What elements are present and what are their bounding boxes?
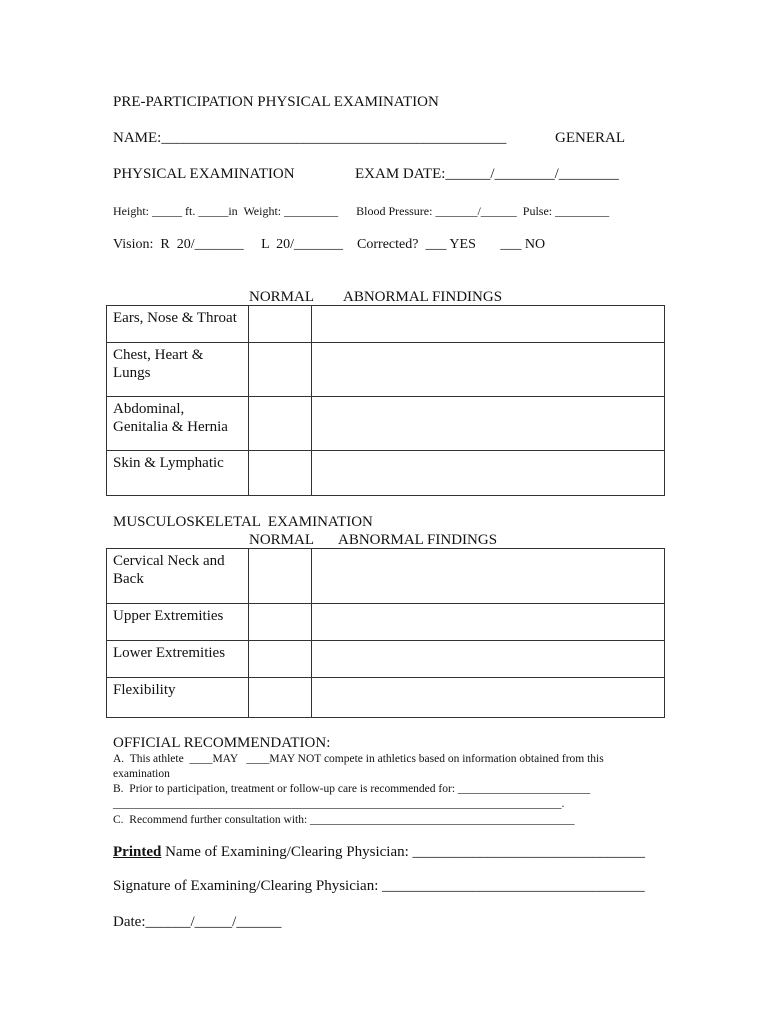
recommendation-a-line[interactable]: A. This athlete ____MAY ____MAY NOT compete in athletics based on information obtained from this — [113, 753, 604, 765]
recommendation-title: OFFICIAL RECOMMENDATION: — [113, 735, 331, 751]
row-label-ears-nose-throat: Ears, Nose & Throat — [107, 306, 249, 343]
vitals-line[interactable]: Height: _____ ft. _____in Weight: _________ Blood Pressure: _______/______ Pulse: _________ — [113, 204, 610, 218]
musculoskeletal-title: MUSCULOSKELETAL EXAMINATION — [113, 514, 373, 530]
row-label-chest-heart-lungs: Chest, Heart & Lungs — [107, 343, 249, 397]
abnormal-findings-cell[interactable] — [312, 678, 665, 718]
abnormal-findings-cell[interactable] — [312, 451, 665, 496]
msk-abnormal-header: ABNORMAL FINDINGS — [338, 532, 498, 548]
general-label: GENERAL — [555, 130, 625, 146]
row-label-cervical-neck-back: Cervical Neck and Back — [107, 549, 249, 604]
abnormal-findings-cell[interactable] — [312, 343, 665, 397]
general-exam-table — [106, 305, 665, 496]
row-label-lower-extremities: Lower Extremities — [107, 641, 249, 678]
abnormal-findings-cell[interactable] — [312, 549, 665, 604]
table-row — [107, 451, 665, 496]
normal-cell[interactable] — [249, 549, 312, 604]
recommendation-c-line[interactable]: C. Recommend further consultation with: ______________________________________________ — [113, 814, 575, 826]
form-title: PRE-PARTICIPATION PHYSICAL EXAMINATION — [113, 94, 439, 110]
normal-cell[interactable] — [249, 306, 312, 343]
recommendation-b-line[interactable]: B. Prior to participation, treatment or follow-up care is recommended for: _______________________ — [113, 783, 591, 795]
signature-field[interactable]: Signature of Examining/Clearing Physician: ___________________________________ — [113, 878, 645, 894]
abnormal-findings-cell[interactable] — [312, 641, 665, 678]
printed-label: Printed — [113, 844, 162, 860]
normal-cell[interactable] — [249, 343, 312, 397]
musculoskeletal-table — [106, 548, 665, 718]
normal-cell[interactable] — [249, 451, 312, 496]
abnormal-findings-cell[interactable] — [312, 604, 665, 641]
normal-cell[interactable] — [249, 678, 312, 718]
table-row — [107, 604, 665, 641]
table-row — [107, 343, 665, 397]
row-label-abdominal: Abdominal, Genitalia & Hernia — [107, 397, 249, 451]
normal-cell[interactable] — [249, 604, 312, 641]
table-row — [107, 397, 665, 451]
exam-date-field[interactable]: EXAM DATE:______/________/________ — [355, 166, 619, 182]
printed-name-text: Name of Examining/Clearing Physician: _______________________________ — [161, 844, 646, 860]
recommendation-a-line-2: examination — [113, 768, 170, 780]
table-row — [107, 678, 665, 718]
recommendation-b-line-2[interactable]: ______________________________________________________________________________. — [113, 798, 565, 810]
physical-exam-label: PHYSICAL EXAMINATION — [113, 166, 295, 182]
vision-line[interactable]: Vision: R 20/_______ L 20/_______ Corrected? ___ YES ___ NO — [113, 237, 546, 252]
table-row — [107, 549, 665, 604]
name-field[interactable]: NAME:______________________________________________ — [113, 130, 507, 146]
date-field[interactable]: Date:______/_____/______ — [113, 914, 282, 930]
table-row — [107, 306, 665, 343]
row-label-upper-extremities: Upper Extremities — [107, 604, 249, 641]
normal-cell[interactable] — [249, 397, 312, 451]
msk-normal-header: NORMAL — [249, 532, 315, 548]
general-abnormal-header: ABNORMAL FINDINGS — [343, 289, 503, 305]
row-label-flexibility: Flexibility — [107, 678, 249, 718]
abnormal-findings-cell[interactable] — [312, 397, 665, 451]
row-label-skin-lymphatic: Skin & Lymphatic — [107, 451, 249, 496]
general-normal-header: NORMAL — [249, 289, 315, 305]
printed-name-field[interactable] — [113, 845, 645, 860]
abnormal-findings-cell[interactable] — [312, 306, 665, 343]
table-row — [107, 641, 665, 678]
normal-cell[interactable] — [249, 641, 312, 678]
